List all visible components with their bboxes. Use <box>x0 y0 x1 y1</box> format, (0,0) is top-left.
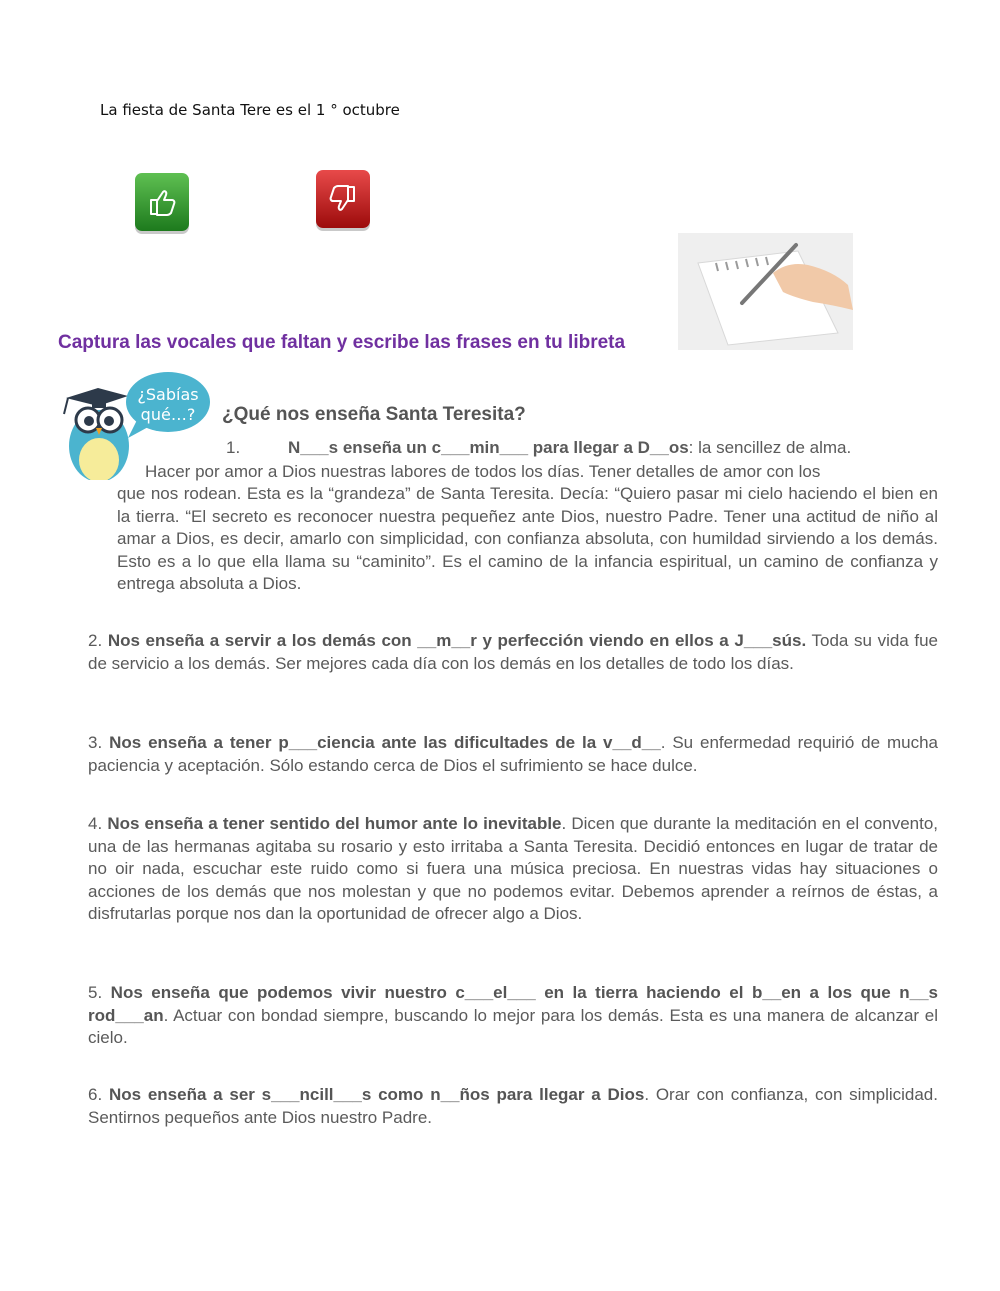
item-4-text: . Dicen que durante la meditación en el convento, una de las hermanas agitaba su rosario y esto irritaba a Santa Teresita. Decidió entonces en lugar de tratar de no oir nada, escuchar este ruido como si fuera una música preciosa. En nuestras vidas hay situaciones o acciones de los demás que nos molestan y que no podemos evitar. Debemos aprender a reírnos de éstas, a disfrutarlas porque nos dan la oportunidad de ofrecer algo a Dios. <box>88 814 938 923</box>
item-6-number: 6. <box>88 1085 103 1104</box>
section-title: ¿Qué nos enseña Santa Teresita? <box>222 404 526 425</box>
thumbs-up-icon[interactable] <box>135 173 189 231</box>
item-2 <box>88 630 938 675</box>
item-6-bold: Nos enseña a ser s___ncill___s como n__ños para llegar a Dios <box>108 1085 645 1104</box>
owl-bubble-line2: qué…? <box>140 405 196 424</box>
item-4-bold: Nos enseña a tener sentido del humor ante lo inevitable <box>107 814 562 833</box>
item-3-bold: Nos enseña a tener p___ciencia ante las dificultades de la v__d__ <box>109 733 661 752</box>
thumbs-down-icon[interactable] <box>316 170 370 228</box>
item-1-number: 1. <box>226 438 241 457</box>
item-2-bold: Nos enseña a servir a los demás con __m__r y perfección viendo en ellos a J___sús. <box>107 631 807 650</box>
item-1-bold: N___s enseña un c___min___ para llegar a D__os <box>288 438 689 457</box>
item-4-number: 4. <box>88 814 103 833</box>
header-text: La fiesta de Santa Tere es el 1 ° octubre <box>100 101 400 119</box>
thumbs-down-glyph <box>326 182 360 216</box>
item-6-text: . Orar con confianza, con simplicidad. Sentirnos pequeños ante Dios nuestro Padre. <box>88 1085 938 1127</box>
item-2-number: 2. <box>88 631 103 650</box>
item-5-bold: Nos enseña que podemos vivir nuestro c___el___ en la tierra haciendo el b__en a los que n__s rod___an <box>88 983 938 1025</box>
item-1-text-a: : la sencillez de alma. <box>688 438 852 457</box>
item-3-number: 3. <box>88 733 103 752</box>
item-6 <box>88 1084 938 1129</box>
instruction-heading: Captura las vocales que faltan y escribe las frases en tu libreta <box>58 332 626 353</box>
item-2-text: Toda su vida fue de servicio a los demás. Ser mejores cada día con los demás en los detalles de todo los días. <box>88 631 938 673</box>
item-5-number: 5. <box>88 983 103 1002</box>
owl-bubble-line1: ¿Sabías <box>137 385 199 404</box>
item-5-text: . Actuar con bondad siempre, buscando lo mejor para los demás. Esta es una manera de alcanzar el cielo. <box>88 1005 938 1047</box>
thumbs-up-glyph <box>145 185 179 219</box>
item-1-first-line <box>288 437 851 460</box>
item-4 <box>88 813 938 926</box>
item-3-text: . Su enfermedad requirió de mucha paciencia y aceptación. Sólo estando cerca de Dios el sufrimiento se hace dulce. <box>88 733 938 775</box>
item-5 <box>88 982 938 1050</box>
item-1-body: que nos rodean. Esta es la “grandeza” de Santa Teresita. Decía: “Quiero pasar mi cielo haciendo el bien en la tierra. “El secreto es reconocer nuestra pequeñez ante Dios, nuestro Padre. Tener una actitud de niño al amar a Dios, es decir, amarlo con simplicidad, con confianza absoluta, con humildad sirviendo a los demás. Esto es a lo que ella llama su “caminito”. Es el camino de la infancia espiritual, un camino de confianza y entrega absoluta a Dios. <box>117 484 938 593</box>
item-3 <box>88 732 938 777</box>
item-1-line-2: Hacer por amor a Dios nuestras labores de todos los días. Tener detalles de amor con los <box>145 462 821 481</box>
writing-hand-image <box>678 233 853 350</box>
